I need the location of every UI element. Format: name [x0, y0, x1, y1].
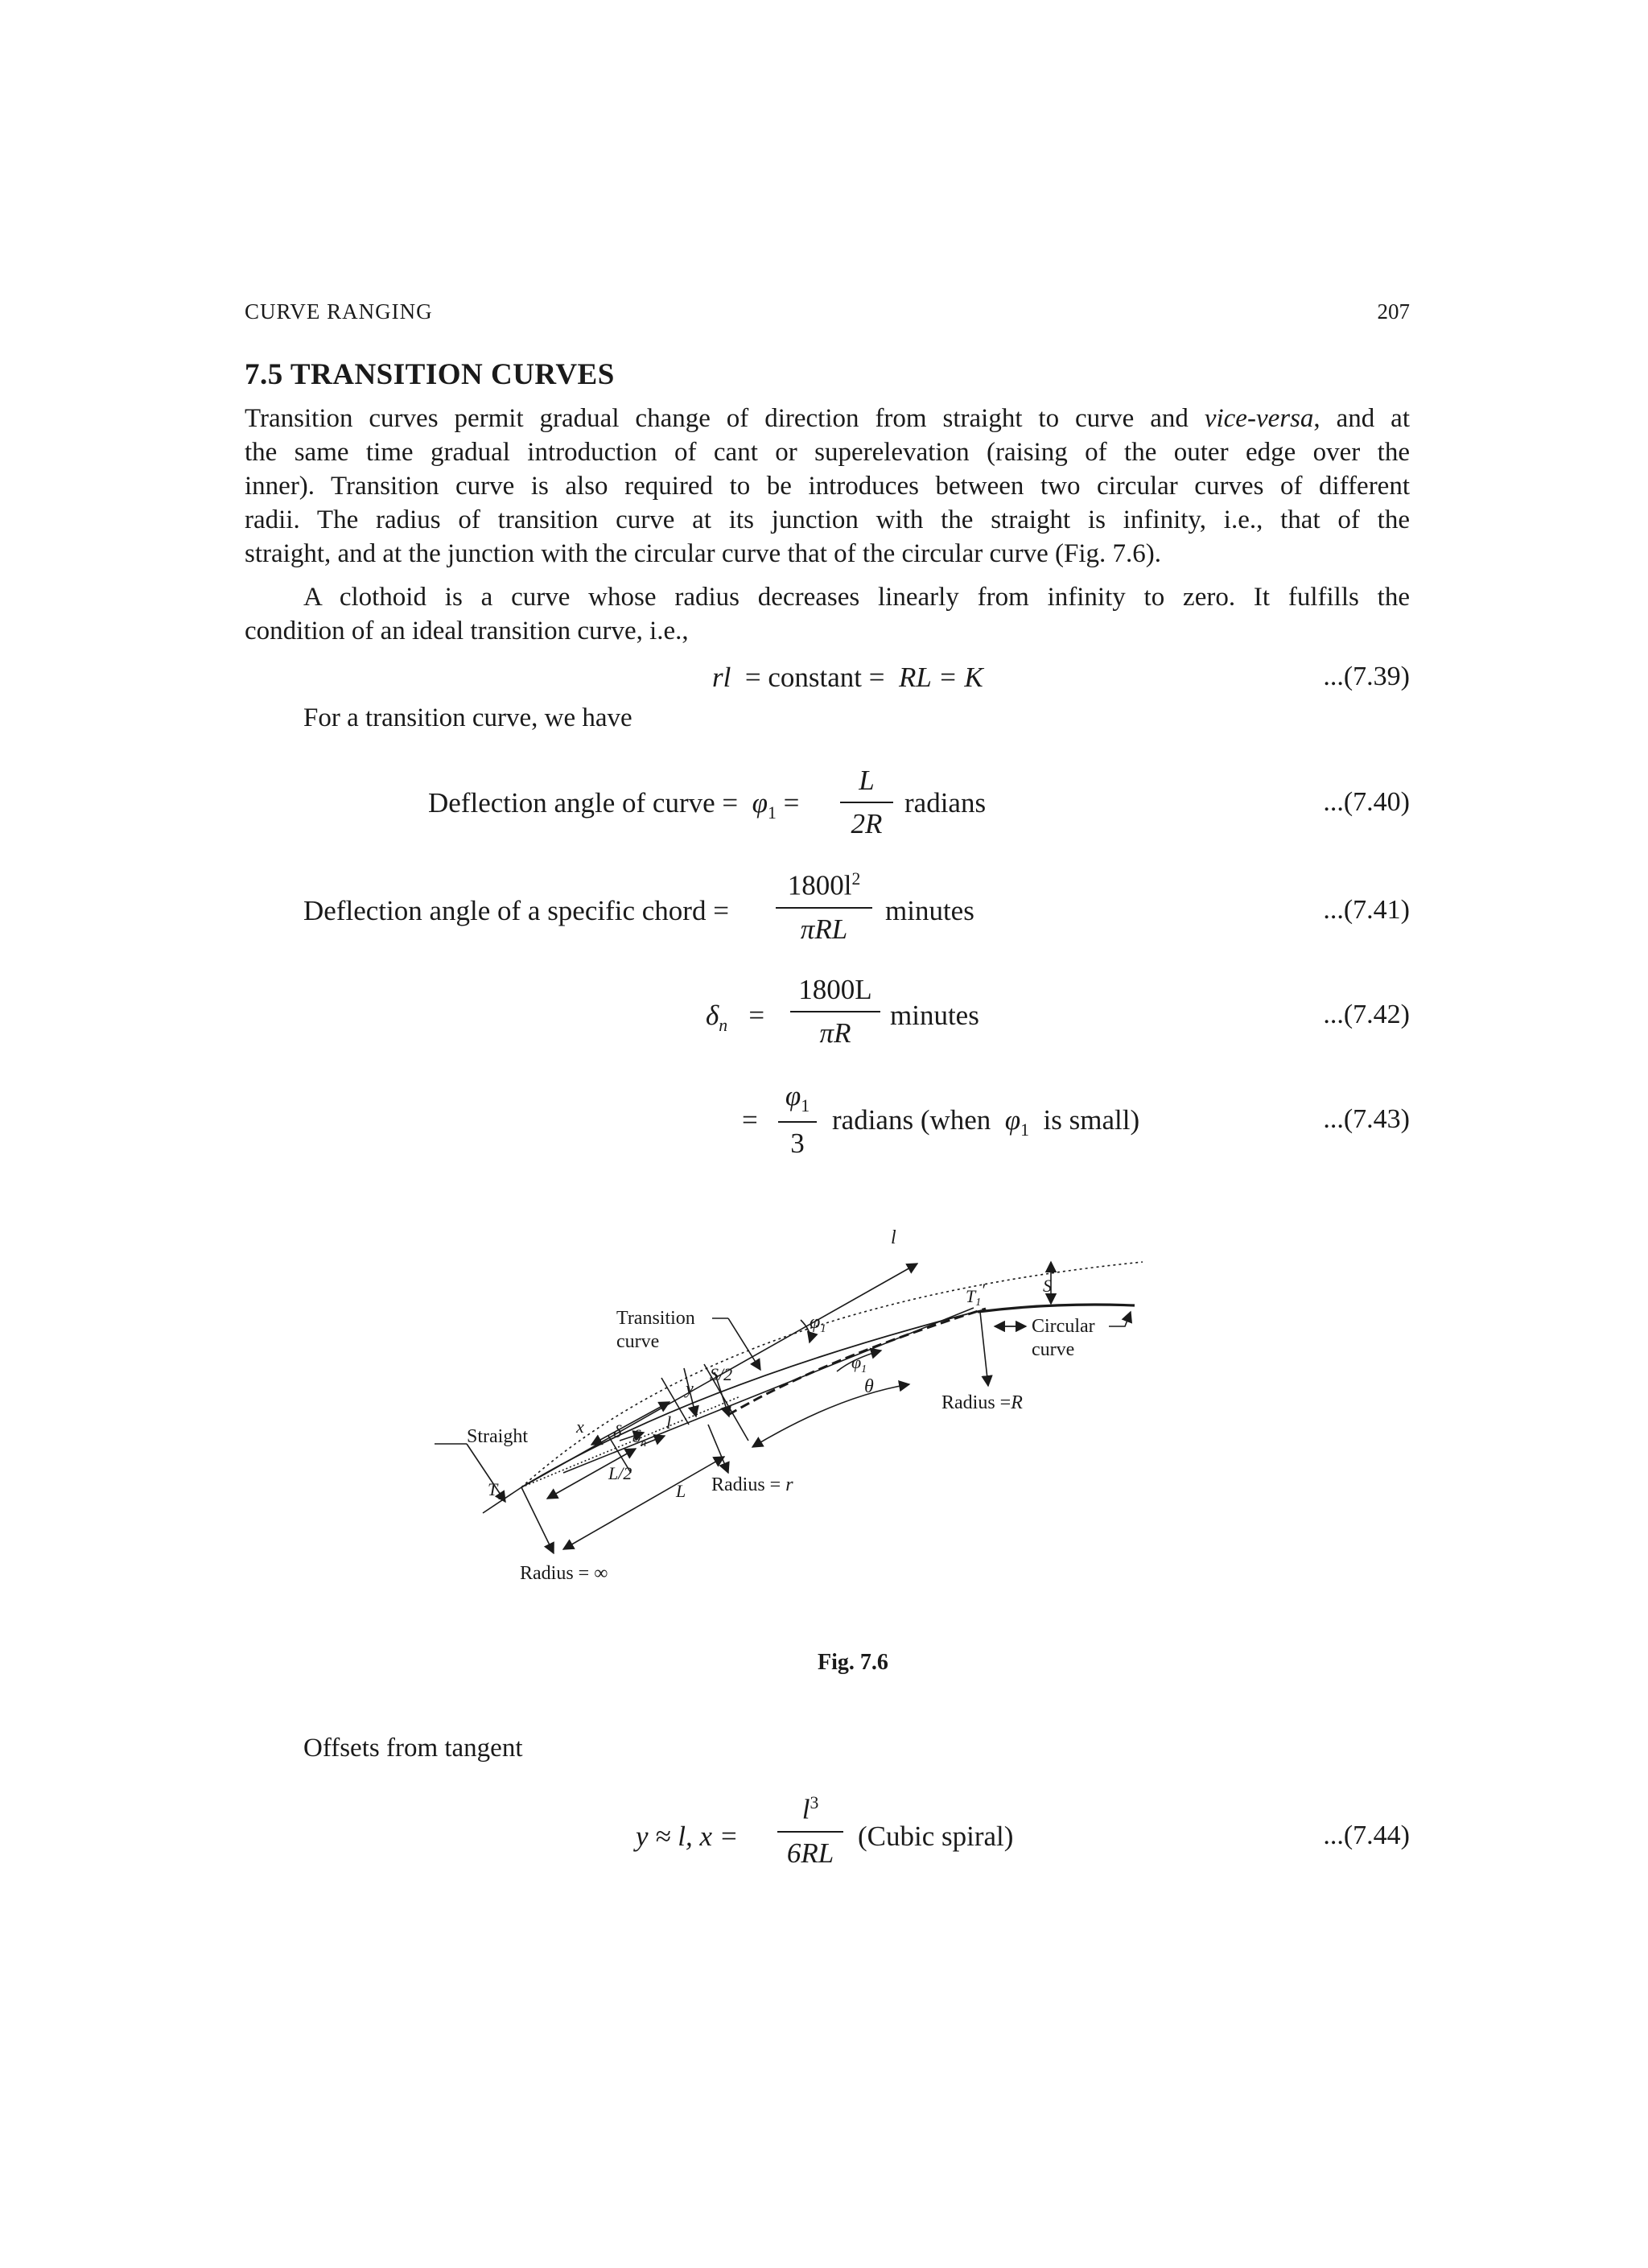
- unit-minutes: minutes: [885, 895, 974, 926]
- label-phi1-mid: $\varphi_1$: [851, 1352, 867, 1375]
- figure-transition-curve: [418, 1207, 1159, 1594]
- paragraph-line: radii. The radius of transition curve at its junction with the straight is infinity, i.e., that of the: [245, 505, 1410, 534]
- paragraph-line: the same time gradual introduction of cant or superelevation (raising of the outer edge over the: [245, 438, 1410, 467]
- equation-number: ...(7.41): [1323, 895, 1410, 925]
- running-header: CURVE RANGING: [245, 299, 433, 324]
- dim-L: [563, 1457, 724, 1549]
- radius-r-line: [708, 1425, 728, 1473]
- label-circular-curve: curve: [1032, 1339, 1075, 1360]
- fraction-L-over-2R: L 2R: [840, 765, 893, 840]
- offsets-text: Offsets from tangent: [303, 1734, 523, 1763]
- fraction-phi1-over-3: $\varphi_1$ 3: [778, 1080, 817, 1160]
- label-theta: θ: [864, 1376, 874, 1397]
- label-delta: δ: [613, 1421, 622, 1441]
- label-delta-n: $\delta_n$: [632, 1426, 647, 1449]
- equation-7-39: rl = constant = RL = K: [712, 662, 983, 693]
- figure-caption: Fig. 7.6: [818, 1650, 888, 1675]
- equation-7-44-lhs: y ≈ l, x =: [636, 1821, 739, 1852]
- equation-7-40-label: Deflection angle of curve = $\varphi_1$ =: [428, 787, 800, 823]
- paragraph-line: Transition curves permit gradual change of direction from straight to curve and vice-versa, and at: [245, 404, 1410, 433]
- label-transition: Transition: [616, 1308, 695, 1329]
- equation-number: ...(7.42): [1323, 1000, 1410, 1029]
- label-transition-curve: curve: [616, 1331, 660, 1352]
- unit-radians: radians: [904, 787, 987, 819]
- fraction-1800L-over-piR: 1800L πR: [790, 974, 880, 1049]
- equation-number: ...(7.43): [1323, 1104, 1410, 1134]
- cubic-spiral-note: (Cubic spiral): [858, 1821, 1014, 1852]
- equation-7-42-lhs: $\delta_n$ =: [706, 1000, 765, 1035]
- paragraph-line: condition of an ideal transition curve, i.e.,: [245, 616, 689, 645]
- intro-text: For a transition curve, we have: [303, 703, 632, 732]
- paragraph-line: A clothoid is a curve whose radius decreases linearly from infinity to zero. It fulfills the: [303, 583, 1410, 612]
- equation-number: ...(7.44): [1323, 1821, 1410, 1850]
- label-straight: Straight: [467, 1426, 528, 1447]
- label-L: L: [676, 1481, 686, 1501]
- label-t1-prime: T1′: [966, 1280, 986, 1309]
- label-t1: $T_1$: [488, 1479, 504, 1503]
- label-s-half: S/2: [710, 1364, 733, 1384]
- equation-number: ...(7.40): [1323, 787, 1410, 817]
- unit-minutes: minutes: [890, 1000, 979, 1031]
- circular-curve: [978, 1305, 1135, 1312]
- label-phi1-top: $\varphi_1$: [810, 1312, 826, 1335]
- label-radius-infinity: Radius = ∞: [520, 1563, 608, 1584]
- label-y: y: [686, 1378, 694, 1398]
- italic-term: vice-versa: [1204, 404, 1314, 433]
- equation-7-43-text: radians (when $\varphi_1$ is small): [832, 1104, 1140, 1140]
- radius-R-line: [980, 1312, 988, 1386]
- dotted-circle-extension: [521, 1262, 1143, 1487]
- label-l-over-2: L/2: [608, 1463, 632, 1483]
- label-circular: Circular: [1032, 1316, 1095, 1337]
- paragraph-clothoid: [245, 580, 1410, 648]
- equation-7-43-equals: =: [742, 1104, 758, 1136]
- fraction-l3-over-6RL: $l^3$ 6RL: [777, 1793, 843, 1870]
- label-l-small: l: [666, 1412, 672, 1433]
- label-l: l: [891, 1227, 896, 1248]
- transition-curve: [521, 1310, 982, 1487]
- label-s: S: [1043, 1276, 1052, 1296]
- paragraph-line: straight, and at the junction with the circular curve that of the circular curve (Fig. 7.6).: [245, 539, 1162, 568]
- label-radius-R: Radius =R: [941, 1392, 1023, 1413]
- section-title: 7.5 TRANSITION CURVES: [245, 358, 615, 391]
- page-number: 207: [1377, 299, 1410, 324]
- fraction-1800l2-over-piRL: $1800l^2$ πRL: [776, 869, 872, 946]
- paragraph-line: inner). Transition curve is also required to be introduces between two circular curves of different: [245, 472, 1410, 501]
- equation-number: ...(7.39): [1323, 662, 1410, 691]
- paragraph-transition-intro: [245, 402, 1410, 571]
- label-radius-r: Radius = r: [711, 1474, 793, 1495]
- equation-7-41-label: Deflection angle of a specific chord =: [303, 895, 729, 926]
- label-x: x: [576, 1416, 584, 1437]
